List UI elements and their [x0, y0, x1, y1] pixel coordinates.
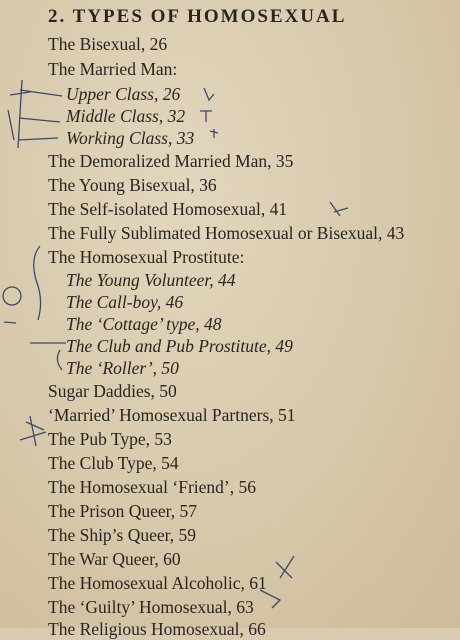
- toc-subentry: The Young Volunteer, 44: [66, 270, 236, 290]
- toc-entry: The Homosexual Prostitute:: [48, 247, 245, 267]
- margin-bracket-mark: [8, 80, 62, 148]
- section-heading: 2. TYPES OF HOMOSEXUAL: [48, 6, 347, 27]
- toc-subentry: The ‘Roller’, 50: [66, 358, 179, 378]
- tick-mark: [210, 129, 218, 138]
- cross-mark: [330, 202, 348, 216]
- toc-entry: The War Queer, 60: [48, 549, 181, 569]
- margin-bracket-mark: [34, 246, 41, 320]
- margin-circle-mark: [3, 287, 21, 305]
- toc-entry: The Fully Sublimated Homosexual or Bisexual, 43: [48, 223, 405, 243]
- tick-mark: [200, 111, 212, 122]
- toc-entry: The Demoralized Married Man, 35: [48, 151, 294, 171]
- toc-entry: The Married Man:: [48, 59, 178, 79]
- toc-entry: The ‘Guilty’ Homosexual, 63: [48, 597, 254, 617]
- toc-subentry: Upper Class, 26: [66, 84, 181, 104]
- toc-entry: The Pub Type, 53: [48, 429, 172, 449]
- toc-entry: The Young Bisexual, 36: [48, 175, 217, 195]
- strike-mark: [276, 556, 294, 578]
- toc-entry: The Prison Queer, 57: [48, 501, 197, 521]
- toc-entry: The Club Type, 54: [48, 453, 179, 473]
- toc-entry: The Homosexual Alcoholic, 61: [48, 573, 267, 593]
- toc-entry: Sugar Daddies, 50: [48, 381, 177, 401]
- toc-subentry: Working Class, 33: [66, 128, 195, 148]
- toc-subentry: The Club and Pub Prostitute, 49: [66, 336, 293, 356]
- margin-cross-mark: [20, 416, 46, 446]
- toc-entry: The Bisexual, 26: [48, 34, 168, 54]
- margin-paren-mark: [57, 350, 62, 370]
- toc-entry: The Religious Homosexual, 66: [48, 619, 266, 639]
- toc-subentry: Middle Class, 32: [66, 106, 186, 126]
- toc-subentry: The ‘Cottage’ type, 48: [66, 314, 222, 334]
- tick-mark: [204, 88, 214, 100]
- toc-entry: The Homosexual ‘Friend’, 56: [48, 477, 257, 497]
- toc-entry: ‘Married’ Homosexual Partners, 51: [48, 405, 296, 425]
- toc-entry: The Ship’s Queer, 59: [48, 525, 197, 545]
- margin-dash-mark: [4, 322, 16, 323]
- toc-entry: The Self-isolated Homosexual, 41: [48, 199, 288, 219]
- toc-subentry: The Call-boy, 46: [66, 292, 184, 312]
